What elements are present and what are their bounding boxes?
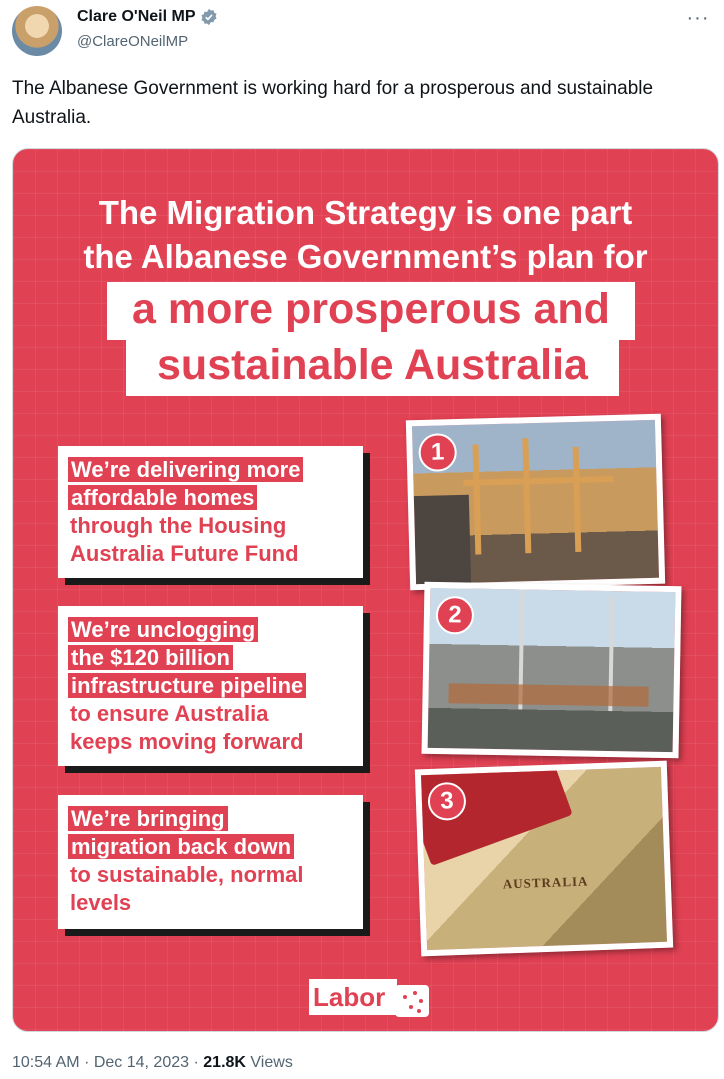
card-body-text: to ensure Australia — [70, 701, 269, 726]
views-count: 21.8K — [203, 1054, 246, 1071]
card-strong-text: We’re bringing — [68, 806, 228, 831]
headline-line-1: The Migration Strategy is one part — [98, 194, 633, 231]
tweet-date[interactable]: Dec 14, 2023 — [93, 1054, 190, 1071]
card-strong-text: affordable homes — [68, 485, 257, 510]
highlight-line-2: sustainable Australia — [126, 338, 619, 396]
author-name-row[interactable] — [77, 8, 218, 26]
map-label: AUSTRALIA — [502, 873, 589, 892]
info-card-migration — [58, 795, 363, 929]
southern-cross-icon — [395, 985, 429, 1017]
card-strong-text: We’re unclogging — [68, 617, 258, 642]
card-body-text: to sustainable, normal — [70, 862, 304, 887]
photo-number-badge: 3 — [427, 782, 466, 821]
card-strong-text: migration back down — [68, 834, 294, 859]
tweet-time[interactable]: 10:54 AM — [12, 1054, 80, 1071]
labor-logo — [309, 979, 429, 1019]
meta-separator: · — [193, 1054, 199, 1071]
photo-number-badge: 2 — [436, 596, 475, 635]
media-headline — [13, 191, 718, 279]
labor-logo-text: Labor — [313, 982, 386, 1012]
card-body-text: levels — [70, 890, 132, 915]
author-handle[interactable]: @ClareONeilMP — [77, 33, 189, 50]
tweet-media-image[interactable] — [12, 148, 719, 1032]
card-strong-text: infrastructure pipeline — [68, 673, 306, 698]
views-label: Views — [250, 1054, 293, 1071]
photo-house-construction — [406, 414, 665, 591]
tweet-text: The Albanese Government is working hard for a prosperous and sustainable Australia. — [12, 78, 654, 128]
card-strong-text: the $120 billion — [68, 645, 233, 670]
info-card-infrastructure — [58, 606, 363, 766]
photo-passport-map — [415, 761, 673, 957]
headline-line-2: the Albanese Government’s plan for — [83, 238, 648, 275]
photo-number-badge: 1 — [418, 433, 457, 472]
verified-badge-icon — [200, 8, 218, 26]
tweet-meta — [12, 1054, 293, 1072]
more-options-icon[interactable]: ··· — [686, 7, 710, 29]
photo-infrastructure-site — [422, 582, 682, 758]
author-display-name[interactable]: Clare O'Neil MP — [77, 8, 196, 25]
card-body-text: Australia Future Fund — [70, 541, 299, 566]
meta-separator: · — [84, 1054, 90, 1071]
info-card-housing — [58, 446, 363, 578]
card-strong-text: We’re delivering more — [68, 457, 303, 482]
card-body-text: keeps moving forward — [70, 729, 304, 754]
avatar[interactable] — [12, 6, 62, 56]
highlight-line-1: a more prosperous and — [107, 282, 635, 340]
card-body-text: through the Housing — [70, 513, 287, 538]
